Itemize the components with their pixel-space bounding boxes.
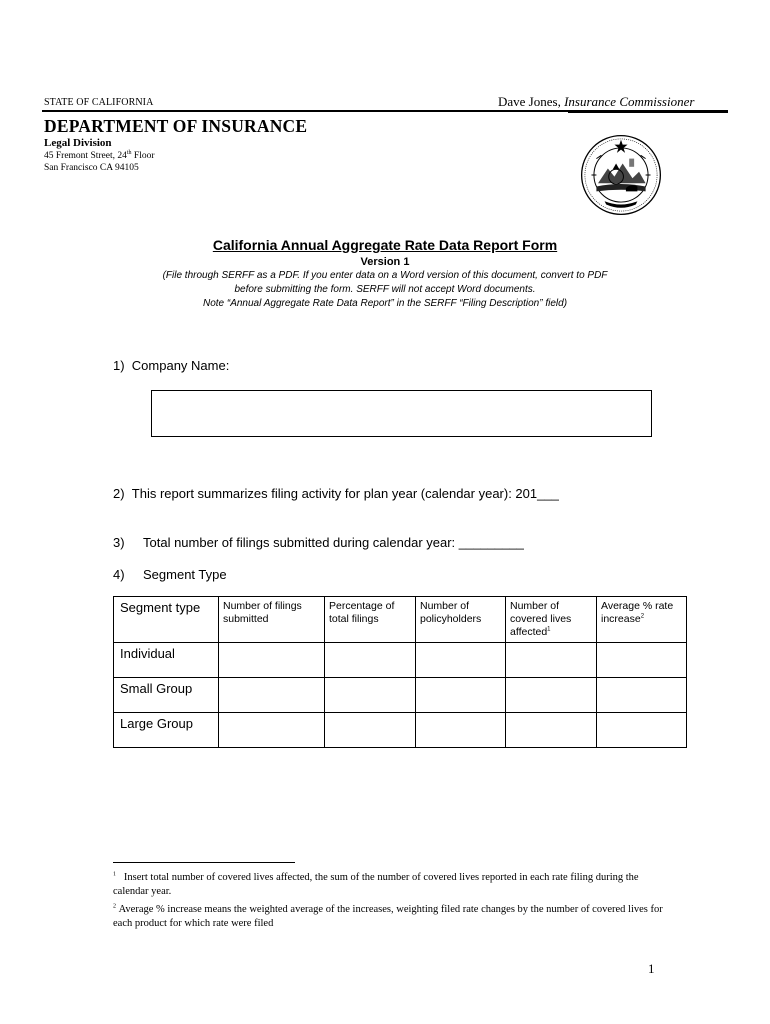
- footnote-ref-1: 1: [547, 626, 551, 633]
- address-city: San Francisco CA 94105: [44, 163, 139, 173]
- header-covered-lives-text: Number of covered lives affected: [510, 600, 572, 638]
- question-plan-year: [113, 486, 559, 501]
- row-label-small-group: Small Group: [114, 678, 219, 713]
- row-label-large-group: Large Group: [114, 713, 219, 748]
- table-header-row: [114, 597, 687, 643]
- page-number: 1: [648, 961, 655, 976]
- question-label[interactable]: This report summarizes filing activity for plan year (calendar year): 201___: [131, 486, 559, 501]
- header-percentage-of-filings: Percentage of total filings: [325, 597, 416, 643]
- form-version: Version 1: [360, 256, 410, 268]
- question-number: 4): [113, 567, 125, 582]
- cell-input[interactable]: [325, 713, 416, 748]
- address-ordinal: th: [126, 149, 132, 156]
- header-average-rate-increase: [597, 597, 687, 643]
- division-label: Legal Division: [44, 137, 112, 149]
- header-rule-secondary: [568, 112, 728, 113]
- question-label: Company Name:: [131, 358, 230, 373]
- footnote-2: [113, 903, 673, 931]
- instructions-line-1: (File through SERFF as a PDF. If you enter data on a Word version of this document, convert to PDF: [162, 270, 608, 281]
- california-state-seal-icon: [580, 134, 662, 216]
- footnote-1: [113, 871, 673, 899]
- question-total-filings-label[interactable]: Total number of filings submitted during calendar year: _________: [143, 535, 524, 550]
- instructions-line-3: Note “Annual Aggregate Rate Data Report” in the SERFF “Filing Description” field): [202, 298, 568, 309]
- question-segment-type-label: Segment Type: [143, 567, 227, 582]
- question-number: 2): [113, 486, 125, 501]
- cell-input[interactable]: [325, 678, 416, 713]
- footnote-ref-2: 2: [640, 613, 645, 620]
- table-row: [114, 678, 687, 713]
- department-title: DEPARTMENT OF INSURANCE: [44, 116, 308, 136]
- question-number: 3): [113, 535, 125, 550]
- cell-input[interactable]: [219, 643, 325, 678]
- form-title: California Annual Aggregate Rate Data Report Form: [212, 237, 558, 253]
- cell-input[interactable]: [325, 643, 416, 678]
- header-segment-type: Segment type: [114, 597, 219, 643]
- footnote-text: Insert total number of covered lives affected, the sum of the number of covered lives reported in each rate filing during the calendar year.: [113, 872, 639, 897]
- question-company-name: [113, 358, 229, 373]
- company-name-input[interactable]: [151, 390, 652, 437]
- header-average-rate-text: Average % rate increase: [601, 600, 674, 625]
- commissioner-name: Dave Jones,: [498, 94, 561, 109]
- row-label-individual: Individual: [114, 643, 219, 678]
- cell-input[interactable]: [416, 713, 506, 748]
- table-row: [114, 643, 687, 678]
- state-label: STATE OF CALIFORNIA: [44, 97, 154, 108]
- address-street-main: 45 Fremont Street, 24: [44, 151, 127, 161]
- table-row: [114, 713, 687, 748]
- cell-input[interactable]: [219, 678, 325, 713]
- cell-input[interactable]: [506, 678, 597, 713]
- cell-input[interactable]: [597, 643, 687, 678]
- header-number-of-policyholders: Number of policyholders: [416, 597, 506, 643]
- commissioner-line: [498, 94, 694, 110]
- footnote-mark: 2: [113, 903, 116, 910]
- question-total-filings: [113, 535, 125, 550]
- cell-input[interactable]: [597, 678, 687, 713]
- cell-input[interactable]: [416, 643, 506, 678]
- question-number: 1): [113, 358, 125, 373]
- cell-input[interactable]: [506, 643, 597, 678]
- footnote-mark: 1: [113, 871, 116, 878]
- address-street: [44, 151, 155, 161]
- header-number-of-filings: Number of filings submitted: [219, 597, 325, 643]
- cell-input[interactable]: [219, 713, 325, 748]
- address-floor: Floor: [131, 151, 155, 161]
- footnote-text: Average % increase means the weighted average of the increases, weighting filed rate changes by the number of covered lives for each product for which rate were filed: [113, 904, 663, 929]
- header-covered-lives: [506, 597, 597, 643]
- question-segment-type: [113, 567, 125, 582]
- segment-table: [113, 596, 687, 748]
- commissioner-title: Insurance Commissioner: [564, 94, 695, 109]
- cell-input[interactable]: [506, 713, 597, 748]
- footnote-divider: [113, 862, 295, 863]
- cell-input[interactable]: [597, 713, 687, 748]
- cell-input[interactable]: [416, 678, 506, 713]
- instructions-line-2: before submitting the form. SERFF will not accept Word documents.: [234, 284, 536, 295]
